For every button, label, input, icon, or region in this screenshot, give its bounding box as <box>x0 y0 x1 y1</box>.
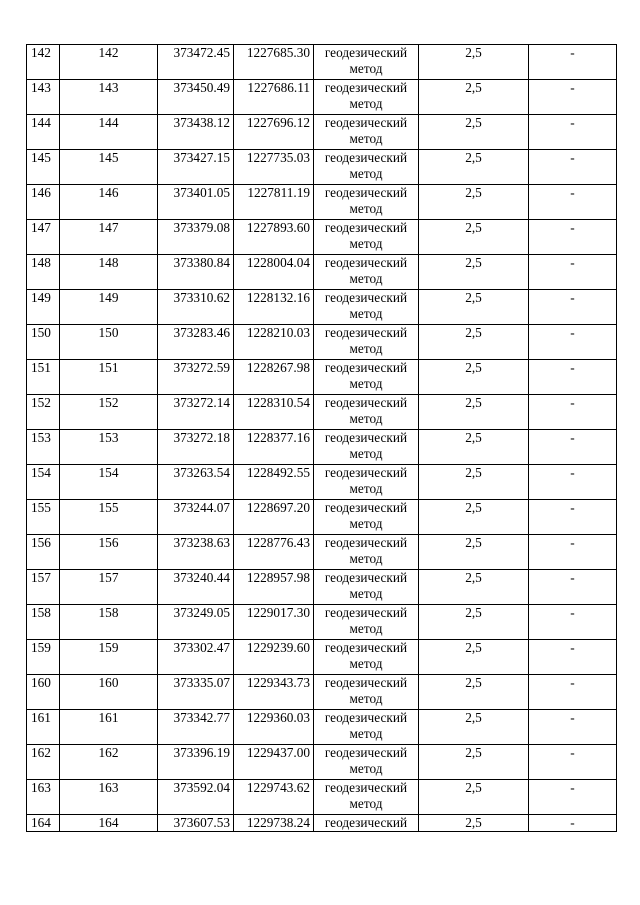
cell-accuracy: 2,5 <box>419 745 529 780</box>
cell-x-coordinate: 373427.15 <box>158 150 234 185</box>
cell-y-coordinate: 1228776.43 <box>234 535 314 570</box>
cell-y-coordinate: 1227686.11 <box>234 80 314 115</box>
cell-accuracy: 2,5 <box>419 290 529 325</box>
cell-point: 157 <box>60 570 158 605</box>
table-row <box>27 430 617 465</box>
table-row <box>27 500 617 535</box>
cell-method <box>314 45 419 80</box>
cell-number: 150 <box>27 325 60 360</box>
cell-note: - <box>529 150 617 185</box>
cell-y-coordinate: 1229360.03 <box>234 710 314 745</box>
cell-method <box>314 430 419 465</box>
cell-method <box>314 745 419 780</box>
method-line-1: геодезический <box>324 570 408 585</box>
cell-point: 144 <box>60 115 158 150</box>
cell-point: 163 <box>60 780 158 815</box>
method-line-1: геодезический <box>324 710 408 725</box>
method-line-2: метод <box>349 271 383 286</box>
cell-y-coordinate: 1228132.16 <box>234 290 314 325</box>
cell-number: 152 <box>27 395 60 430</box>
cell-x-coordinate: 373450.49 <box>158 80 234 115</box>
table-row <box>27 325 617 360</box>
cell-method <box>314 185 419 220</box>
cell-point: 159 <box>60 640 158 675</box>
method-line-2: метод <box>349 796 383 811</box>
cell-y-coordinate: 1229239.60 <box>234 640 314 675</box>
cell-y-coordinate: 1229437.00 <box>234 745 314 780</box>
cell-number: 162 <box>27 745 60 780</box>
method-line-2: метод <box>349 201 383 216</box>
cell-method <box>314 570 419 605</box>
cell-number: 144 <box>27 115 60 150</box>
cell-accuracy: 2,5 <box>419 220 529 255</box>
cell-x-coordinate: 373401.05 <box>158 185 234 220</box>
method-line-2: метод <box>349 551 383 566</box>
cell-number: 156 <box>27 535 60 570</box>
cell-x-coordinate: 373302.47 <box>158 640 234 675</box>
cell-number: 148 <box>27 255 60 290</box>
cell-note: - <box>529 780 617 815</box>
cell-point: 151 <box>60 360 158 395</box>
method-line-2: метод <box>349 376 383 391</box>
cell-method <box>314 500 419 535</box>
cell-method <box>314 465 419 500</box>
cell-method <box>314 80 419 115</box>
cell-note: - <box>529 395 617 430</box>
coordinates-table <box>26 44 617 832</box>
table-row <box>27 570 617 605</box>
cell-x-coordinate: 373592.04 <box>158 780 234 815</box>
cell-accuracy: 2,5 <box>419 605 529 640</box>
cell-number: 143 <box>27 80 60 115</box>
cell-y-coordinate: 1228210.03 <box>234 325 314 360</box>
cell-x-coordinate: 373607.53 <box>158 815 234 832</box>
cell-accuracy: 2,5 <box>419 815 529 832</box>
cell-y-coordinate: 1228267.98 <box>234 360 314 395</box>
method-line-2: метод <box>349 586 383 601</box>
cell-note: - <box>529 640 617 675</box>
cell-accuracy: 2,5 <box>419 115 529 150</box>
table-row <box>27 290 617 325</box>
cell-method <box>314 675 419 710</box>
cell-x-coordinate: 373283.46 <box>158 325 234 360</box>
cell-note: - <box>529 185 617 220</box>
table-row <box>27 395 617 430</box>
cell-note: - <box>529 325 617 360</box>
cell-x-coordinate: 373272.14 <box>158 395 234 430</box>
cell-point: 149 <box>60 290 158 325</box>
cell-point: 156 <box>60 535 158 570</box>
cell-number: 161 <box>27 710 60 745</box>
method-line-2: метод <box>349 446 383 461</box>
cell-number: 164 <box>27 815 60 832</box>
method-line-2: метод <box>349 481 383 496</box>
method-line-2: метод <box>349 656 383 671</box>
table-row <box>27 780 617 815</box>
cell-y-coordinate: 1227735.03 <box>234 150 314 185</box>
cell-x-coordinate: 373238.63 <box>158 535 234 570</box>
cell-x-coordinate: 373380.84 <box>158 255 234 290</box>
cell-note: - <box>529 465 617 500</box>
table-row <box>27 185 617 220</box>
cell-note: - <box>529 675 617 710</box>
method-line-2: метод <box>349 761 383 776</box>
cell-accuracy: 2,5 <box>419 780 529 815</box>
cell-x-coordinate: 373272.18 <box>158 430 234 465</box>
method-line-1: геодезический <box>324 360 408 375</box>
cell-note: - <box>529 45 617 80</box>
cell-point: 150 <box>60 325 158 360</box>
method-line-2: метод <box>349 166 383 181</box>
cell-method <box>314 255 419 290</box>
cell-x-coordinate: 373244.07 <box>158 500 234 535</box>
method-line-2: метод <box>349 621 383 636</box>
cell-point: 148 <box>60 255 158 290</box>
table-row <box>27 640 617 675</box>
method-line-1: геодезический <box>324 185 408 200</box>
method-line-1: геодезический <box>324 465 408 480</box>
cell-accuracy: 2,5 <box>419 185 529 220</box>
cell-y-coordinate: 1228957.98 <box>234 570 314 605</box>
cell-accuracy: 2,5 <box>419 675 529 710</box>
method-line-2: метод <box>349 131 383 146</box>
method-line-2: метод <box>349 306 383 321</box>
method-line-2: метод <box>349 61 383 76</box>
cell-number: 160 <box>27 675 60 710</box>
cell-method <box>314 640 419 675</box>
cell-note: - <box>529 535 617 570</box>
cell-point: 158 <box>60 605 158 640</box>
cell-number: 159 <box>27 640 60 675</box>
table-row <box>27 815 617 832</box>
cell-point: 154 <box>60 465 158 500</box>
cell-number: 158 <box>27 605 60 640</box>
cell-point: 162 <box>60 745 158 780</box>
method-line-2: метод <box>349 411 383 426</box>
cell-x-coordinate: 373342.77 <box>158 710 234 745</box>
cell-y-coordinate: 1228310.54 <box>234 395 314 430</box>
cell-point: 161 <box>60 710 158 745</box>
table-row <box>27 45 617 80</box>
table-row <box>27 535 617 570</box>
cell-accuracy: 2,5 <box>419 80 529 115</box>
method-line-1: геодезический <box>324 115 408 130</box>
cell-number: 154 <box>27 465 60 500</box>
method-line-1: геодезический <box>324 535 408 550</box>
method-line-2: метод <box>349 691 383 706</box>
method-line-1: геодезический <box>324 745 408 760</box>
cell-y-coordinate: 1229017.30 <box>234 605 314 640</box>
cell-method <box>314 780 419 815</box>
cell-point: 142 <box>60 45 158 80</box>
cell-x-coordinate: 373335.07 <box>158 675 234 710</box>
cell-number: 163 <box>27 780 60 815</box>
cell-x-coordinate: 373272.59 <box>158 360 234 395</box>
method-line-1: геодезический <box>324 500 408 515</box>
cell-note: - <box>529 290 617 325</box>
method-line-1: геодезический <box>324 605 408 620</box>
cell-note: - <box>529 255 617 290</box>
cell-y-coordinate: 1227893.60 <box>234 220 314 255</box>
cell-point: 155 <box>60 500 158 535</box>
cell-method <box>314 325 419 360</box>
cell-x-coordinate: 373379.08 <box>158 220 234 255</box>
cell-number: 151 <box>27 360 60 395</box>
method-line-1: геодезический <box>324 80 408 95</box>
method-line-1: геодезический <box>324 325 408 340</box>
method-line-2: метод <box>349 236 383 251</box>
cell-y-coordinate: 1229743.62 <box>234 780 314 815</box>
cell-point: 143 <box>60 80 158 115</box>
cell-number: 142 <box>27 45 60 80</box>
cell-note: - <box>529 80 617 115</box>
cell-accuracy: 2,5 <box>419 360 529 395</box>
cell-accuracy: 2,5 <box>419 570 529 605</box>
cell-note: - <box>529 745 617 780</box>
table-row <box>27 255 617 290</box>
cell-number: 146 <box>27 185 60 220</box>
cell-note: - <box>529 500 617 535</box>
cell-accuracy: 2,5 <box>419 395 529 430</box>
cell-method <box>314 150 419 185</box>
cell-x-coordinate: 373240.44 <box>158 570 234 605</box>
method-line-2: метод <box>349 516 383 531</box>
table-row <box>27 220 617 255</box>
cell-method <box>314 220 419 255</box>
cell-point: 152 <box>60 395 158 430</box>
cell-number: 145 <box>27 150 60 185</box>
method-line-1: геодезический <box>324 640 408 655</box>
cell-point: 145 <box>60 150 158 185</box>
cell-note: - <box>529 570 617 605</box>
cell-point: 164 <box>60 815 158 832</box>
cell-accuracy: 2,5 <box>419 535 529 570</box>
cell-number: 153 <box>27 430 60 465</box>
cell-method <box>314 290 419 325</box>
cell-y-coordinate: 1227685.30 <box>234 45 314 80</box>
cell-accuracy: 2,5 <box>419 325 529 360</box>
cell-accuracy: 2,5 <box>419 500 529 535</box>
cell-method <box>314 115 419 150</box>
cell-x-coordinate: 373396.19 <box>158 745 234 780</box>
cell-y-coordinate: 1227696.12 <box>234 115 314 150</box>
cell-method <box>314 710 419 745</box>
cell-point: 146 <box>60 185 158 220</box>
cell-accuracy: 2,5 <box>419 150 529 185</box>
cell-accuracy: 2,5 <box>419 640 529 675</box>
table-row <box>27 115 617 150</box>
cell-accuracy: 2,5 <box>419 45 529 80</box>
cell-accuracy: 2,5 <box>419 710 529 745</box>
table-row <box>27 745 617 780</box>
cell-note: - <box>529 710 617 745</box>
cell-point: 147 <box>60 220 158 255</box>
cell-x-coordinate: 373310.62 <box>158 290 234 325</box>
cell-method <box>314 815 419 832</box>
cell-accuracy: 2,5 <box>419 255 529 290</box>
cell-method <box>314 360 419 395</box>
cell-note: - <box>529 430 617 465</box>
cell-accuracy: 2,5 <box>419 465 529 500</box>
table-row <box>27 80 617 115</box>
cell-y-coordinate: 1228377.16 <box>234 430 314 465</box>
table-row <box>27 150 617 185</box>
method-line-1: геодезический <box>324 675 408 690</box>
method-line-1: геодезический <box>324 780 408 795</box>
cell-y-coordinate: 1229343.73 <box>234 675 314 710</box>
table-row <box>27 675 617 710</box>
cell-y-coordinate: 1228492.55 <box>234 465 314 500</box>
method-line-1: геодезический <box>324 290 408 305</box>
cell-note: - <box>529 360 617 395</box>
method-line-2: метод <box>349 341 383 356</box>
cell-number: 157 <box>27 570 60 605</box>
cell-y-coordinate: 1227811.19 <box>234 185 314 220</box>
cell-point: 153 <box>60 430 158 465</box>
table-row <box>27 605 617 640</box>
method-line-2: метод <box>349 726 383 741</box>
method-line-1: геодезический <box>324 255 408 270</box>
cell-y-coordinate: 1229738.24 <box>234 815 314 832</box>
cell-note: - <box>529 115 617 150</box>
cell-note: - <box>529 815 617 832</box>
method-line-1: геодезический <box>324 45 408 60</box>
cell-note: - <box>529 605 617 640</box>
cell-point: 160 <box>60 675 158 710</box>
cell-y-coordinate: 1228004.04 <box>234 255 314 290</box>
cell-note: - <box>529 220 617 255</box>
cell-method <box>314 605 419 640</box>
table-row <box>27 710 617 745</box>
method-line-1: геодезический <box>324 220 408 235</box>
method-line-1: геодезический <box>324 150 408 165</box>
method-line-1: геодезический <box>324 430 408 445</box>
cell-y-coordinate: 1228697.20 <box>234 500 314 535</box>
cell-x-coordinate: 373249.05 <box>158 605 234 640</box>
table-row <box>27 360 617 395</box>
cell-accuracy: 2,5 <box>419 430 529 465</box>
method-line-1: геодезический <box>324 395 408 410</box>
cell-method <box>314 395 419 430</box>
table-body <box>27 45 617 832</box>
cell-method <box>314 535 419 570</box>
cell-x-coordinate: 373263.54 <box>158 465 234 500</box>
cell-x-coordinate: 373472.45 <box>158 45 234 80</box>
cell-number: 155 <box>27 500 60 535</box>
method-line-2: метод <box>349 96 383 111</box>
cell-x-coordinate: 373438.12 <box>158 115 234 150</box>
method-line-1: геодезический <box>324 815 408 830</box>
cell-number: 147 <box>27 220 60 255</box>
cell-number: 149 <box>27 290 60 325</box>
table-row <box>27 465 617 500</box>
